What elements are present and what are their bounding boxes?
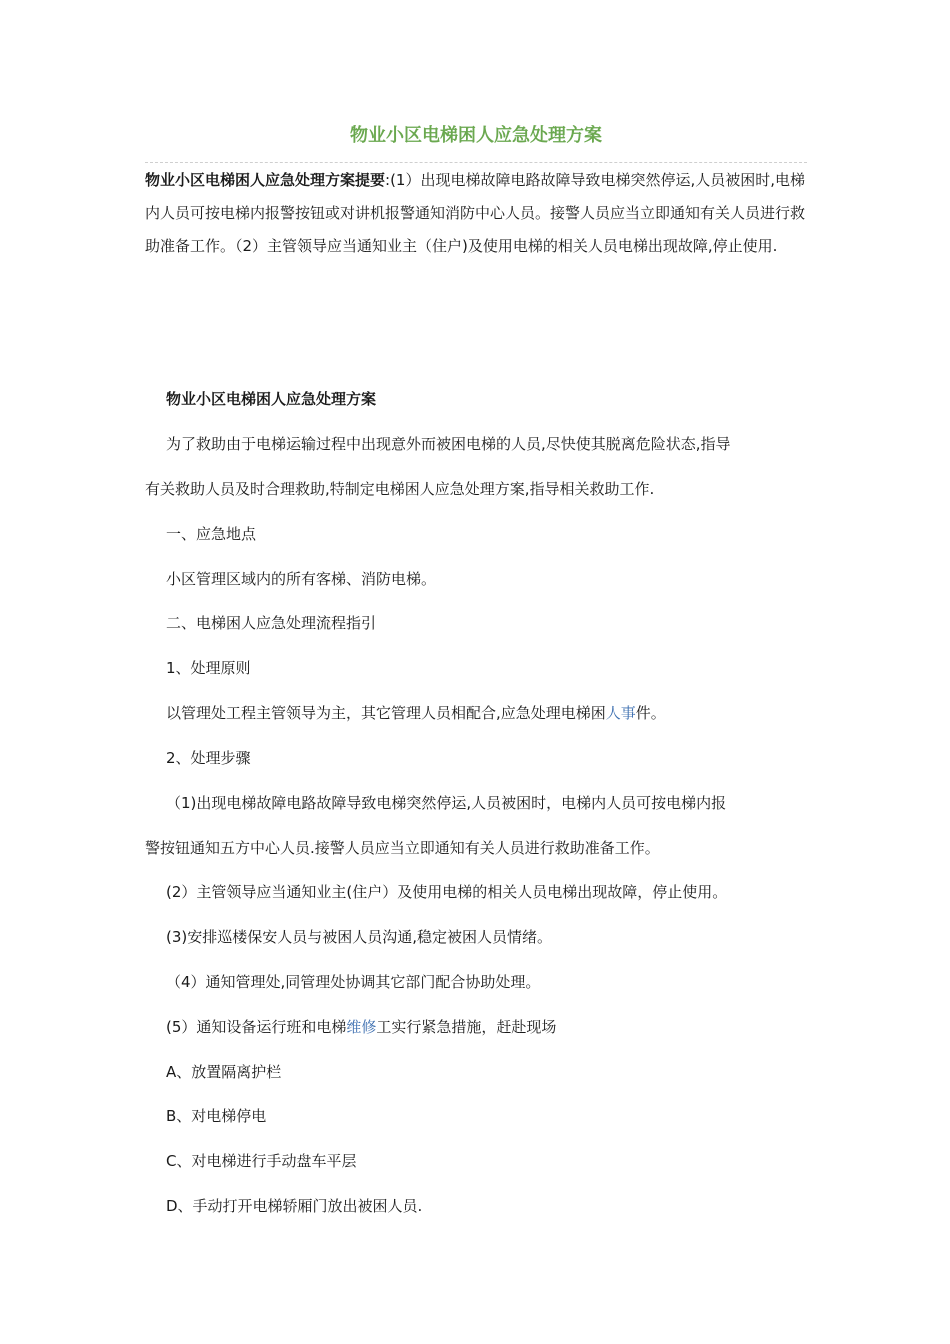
step-1-line-1: （1)出现电梯故障电路故障导致电梯突然停运,人员被困时，电梯内人员可按电梯内报 [166,794,727,812]
keyword-link-incident[interactable]: 人事 [605,704,636,722]
list-item-a: A、放置隔离护栏 [166,1063,282,1081]
intro-line-1: 为了救助由于电梯运输过程中出现意外而被困电梯的人员,尽快使其脱离危险状态,指导 [166,435,731,453]
step-1-line-2: 警按钮通知五方中心人员.接警人员应当立即通知有关人员进行救助准备工作。 [145,839,660,857]
step-3: (3)安排巡楼保安人员与被困人员沟通,稳定被困人员情绪。 [166,928,553,946]
list-item-c: C、对电梯进行手动盘车平层 [166,1152,357,1170]
summary-text: :(1）出现电梯故障电路故障导致电梯突然停运,人员被困时,电梯内人员可按电梯内报警按钮或对讲机报警通知消防中心人员。接警人员应当立即通知有关人员进行救助准备工作。（2）主管领导应当通知业主（住户)及使用电梯的相关人员电梯出现故障,停止使用. [145,171,806,255]
subsection-1-text-a: 以管理处工程主管领导为主，其它管理人员相配合,应急处理电梯困 [166,704,606,722]
summary-lead: 物业小区电梯困人应急处理方案提要 [145,171,386,189]
step-2: (2）主管领导应当通知业主(住户）及使用电梯的相关人员电梯出现故障，停止使用。 [166,883,728,901]
step-5 [145,1016,807,1038]
subsection-1-text-b: 件。 [635,704,666,722]
document-title: 物业小区电梯困人应急处理方案 [350,125,602,146]
section-heading: 物业小区电梯困人应急处理方案 [166,390,377,408]
subsection-2-title: 2、处理步骤 [166,749,251,767]
step-5-text-a: (5）通知设备运行班和电梯 [166,1018,347,1036]
subsection-1-body [145,702,807,724]
keyword-link-repair[interactable]: 维修 [346,1018,377,1036]
list-item-b: B、对电梯停电 [166,1107,267,1125]
section-2-title: 二、电梯困人应急处理流程指引 [166,614,377,632]
intro-line-2: 有关救助人员及时合理救助,特制定电梯困人应急处理方案,指导相关救助工作. [145,480,655,498]
section-1-title: 一、应急地点 [166,525,257,543]
summary-paragraph [145,164,807,263]
step-5-text-b: 工实行紧急措施，赶赴现场 [376,1018,557,1036]
section-1-body: 小区管理区域内的所有客梯、消防电梯。 [166,570,437,588]
title-divider [145,162,807,163]
subsection-1-title: 1、处理原则 [166,659,251,677]
step-4: （4）通知管理处,同管理处协调其它部门配合协助处理。 [166,973,541,991]
list-item-d: D、手动打开电梯轿厢门放出被困人员. [166,1197,423,1215]
